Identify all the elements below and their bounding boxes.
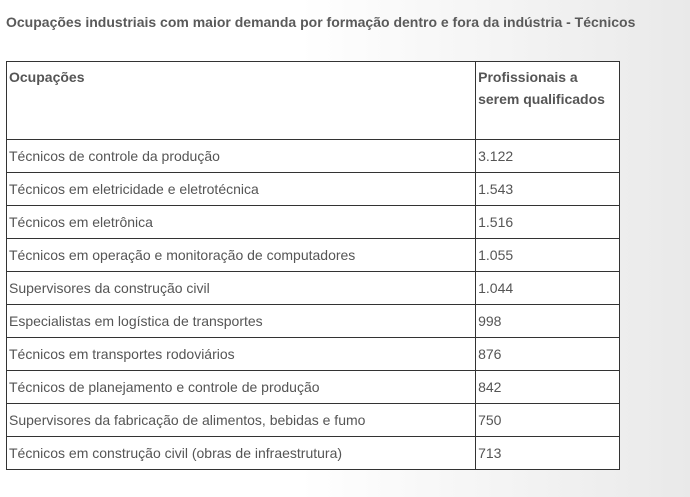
professionals-count-cell: 1.044 (476, 272, 620, 305)
table-row (7, 206, 620, 239)
professionals-count-cell: 876 (476, 338, 620, 371)
table-row (7, 437, 620, 470)
occupation-cell: Técnicos em transportes rodoviários (7, 338, 476, 371)
occupation-cell: Supervisores da fabricação de alimentos, bebidas e fumo (7, 404, 476, 437)
professionals-count-cell: 3.122 (476, 140, 620, 173)
occupation-cell: Técnicos em operação e monitoração de computadores (7, 239, 476, 272)
professionals-count-cell: 1.055 (476, 239, 620, 272)
occupation-cell: Técnicos em construção civil (obras de infraestrutura) (7, 437, 476, 470)
table-header-row (7, 62, 620, 140)
table-row (7, 338, 620, 371)
table-row (7, 239, 620, 272)
professionals-count-cell: 713 (476, 437, 620, 470)
occupation-cell: Especialistas em logística de transportes (7, 305, 476, 338)
professionals-count-cell: 1.516 (476, 206, 620, 239)
professionals-count-cell: 750 (476, 404, 620, 437)
occupation-cell: Técnicos em eletricidade e eletrotécnica (7, 173, 476, 206)
page-title: Ocupações industriais com maior demanda por formação dentro e fora da indústria - Técnicos (6, 14, 636, 30)
column-header-professionals: Profissionais a serem qualificados (476, 62, 620, 140)
table-row (7, 404, 620, 437)
column-header-occupations: Ocupações (7, 62, 476, 140)
table-row (7, 371, 620, 404)
occupations-table (6, 61, 620, 470)
occupation-cell: Técnicos de planejamento e controle de produção (7, 371, 476, 404)
professionals-count-cell: 998 (476, 305, 620, 338)
table-row (7, 305, 620, 338)
occupation-cell: Supervisores da construção civil (7, 272, 476, 305)
occupation-cell: Técnicos de controle da produção (7, 140, 476, 173)
table-row (7, 140, 620, 173)
table-row (7, 173, 620, 206)
professionals-count-cell: 1.543 (476, 173, 620, 206)
table-row (7, 272, 620, 305)
occupation-cell: Técnicos em eletrônica (7, 206, 476, 239)
professionals-count-cell: 842 (476, 371, 620, 404)
